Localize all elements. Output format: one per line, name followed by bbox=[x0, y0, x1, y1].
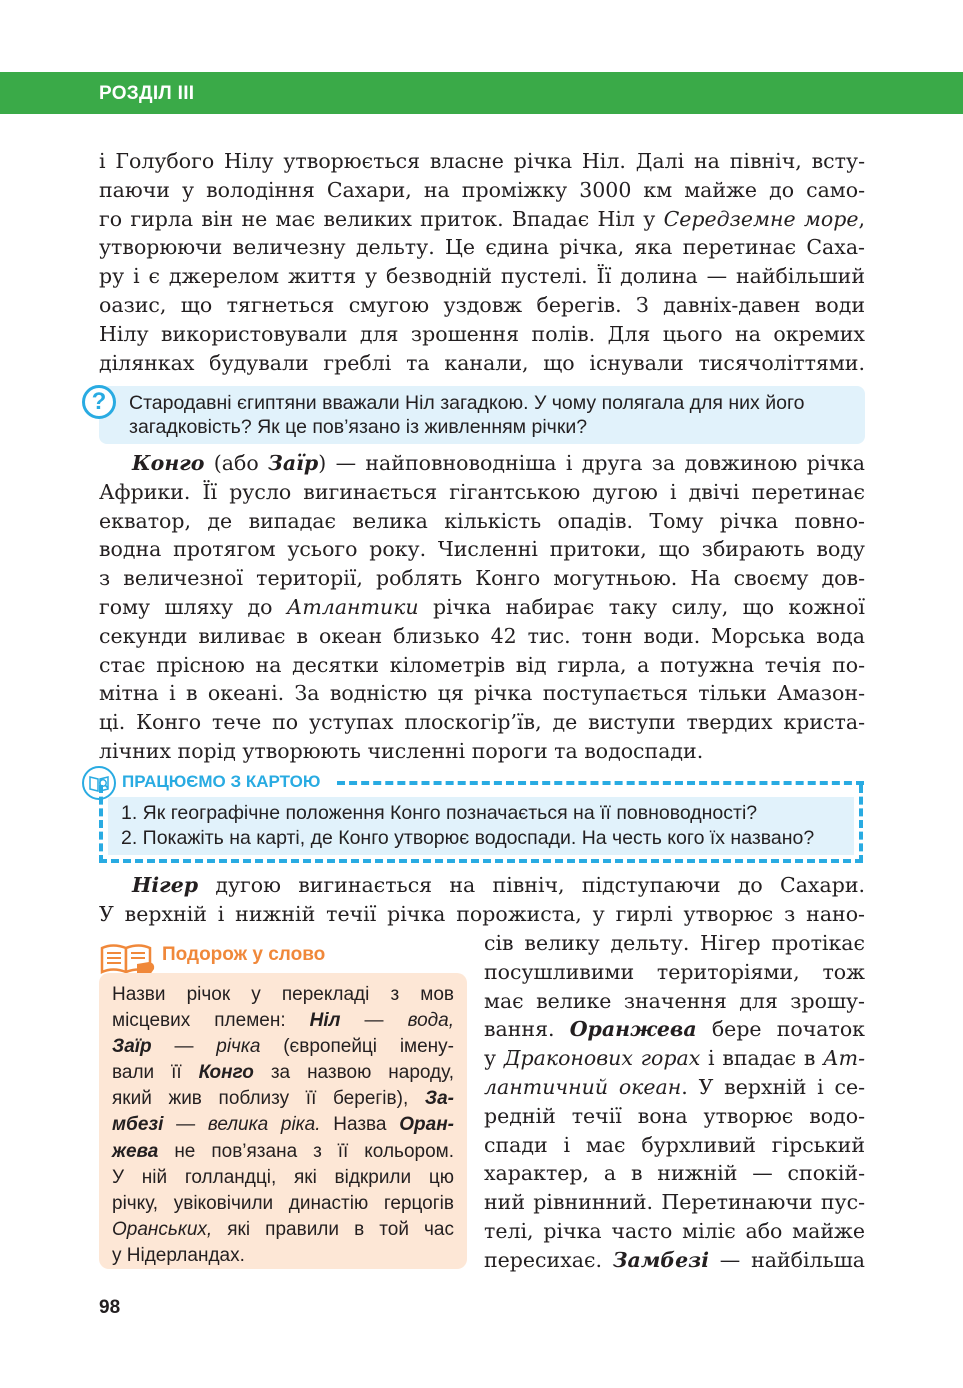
text-span: бере початок bbox=[696, 1017, 865, 1042]
text-line bbox=[112, 1034, 454, 1060]
right-column-text bbox=[484, 929, 865, 1275]
translation-water: вода, bbox=[407, 1010, 454, 1032]
chapter-header-bar bbox=[0, 72, 963, 114]
text-line: лічних порід утворюють численні пороги та водоспади. bbox=[99, 738, 704, 763]
text-span: — найповноводніша і друга за довжиною річка bbox=[326, 451, 865, 475]
text-line: ний рівнинний. Перетинаючи пус- bbox=[484, 1190, 865, 1215]
text-line: з величезної території, роблять Конго могутньою. На своєму дов- bbox=[99, 566, 865, 591]
text-span: місцевих племен: bbox=[112, 1010, 310, 1032]
text-line: секунди виливає в океан близько 42 тис. тонн води. Морська вода bbox=[99, 623, 865, 648]
text-line: мітна і в океані. За водністю ця річка поступається тільки Амазон- bbox=[99, 681, 865, 706]
text-line bbox=[484, 1246, 865, 1275]
text-line: сів велику дельту. Нігер протікає bbox=[484, 931, 865, 955]
term-mediterranean: Середземне море bbox=[663, 206, 859, 231]
text-line: Африки. Її русло вигинається гігантською дугою і двічі перетинає bbox=[99, 479, 865, 504]
text-span: (європейці імену- bbox=[260, 1036, 454, 1058]
translation-great-river: велика ріка. bbox=[207, 1114, 321, 1136]
text-line bbox=[99, 205, 865, 234]
text-line: Нілу використовували для зрошення полів. Для цього на окремих bbox=[99, 321, 865, 346]
text-line: водна протягом усього року. Численні притоки, що збирають воду bbox=[99, 537, 865, 562]
text-line: Назви річок у перекладі з мов bbox=[112, 984, 454, 1005]
text-line bbox=[112, 1139, 454, 1165]
text-line: утворюючи величезну дельту. Це єдина річка, яка перетинає Саха- bbox=[99, 235, 865, 260]
text-line bbox=[112, 1060, 454, 1086]
text-span: гому шляху до bbox=[99, 594, 287, 619]
text-span: Назва bbox=[320, 1114, 400, 1136]
text-span: не пов’язана з її кольором. bbox=[158, 1140, 454, 1162]
term-atlantic-ocean-part: лантичний океан bbox=[484, 1074, 682, 1099]
term-zaire: Заїр bbox=[268, 451, 319, 475]
text-line bbox=[99, 449, 865, 478]
word-box-title: Подорож у слово bbox=[162, 944, 326, 965]
text-line bbox=[484, 1015, 865, 1044]
text-line bbox=[484, 1044, 865, 1073]
nile-paragraph bbox=[99, 147, 865, 377]
text-line: і Голубого Нілу утворюється власне річка Ніл. Далі на північ, всту- bbox=[99, 149, 865, 173]
text-line bbox=[112, 1112, 454, 1138]
text-line: ділянках будували греблі та канали, що існували тисячоліттями. bbox=[99, 350, 865, 375]
text-line: стає прісною на десятки кілометрів від гирла, а потужна течія по- bbox=[99, 652, 865, 677]
text-span: — bbox=[163, 1114, 208, 1136]
term-orange: Оран- bbox=[399, 1114, 455, 1136]
text-line: посушливими територіями, тож bbox=[484, 959, 865, 984]
map-section-title: ПРАЦЮЄМО З КАРТОЮ bbox=[122, 772, 321, 791]
term-zambezi: мбезі bbox=[112, 1114, 164, 1136]
text-line: паючи у володіння Сахари, на проміжку 3000 км майже до само- bbox=[99, 177, 865, 202]
text-span: який жив поблизу її берегів), bbox=[112, 1088, 425, 1110]
text-span: пересихає. bbox=[484, 1247, 613, 1272]
text-span: у bbox=[484, 1046, 504, 1071]
text-span: го гирла він не має великих приток. Впадає Ніл у bbox=[99, 206, 664, 231]
text-line: У верхній і нижній течії річка порожиста, у гирлі утворює з нано- bbox=[99, 901, 865, 926]
text-line: редній течії вона утворює водо- bbox=[484, 1103, 865, 1128]
text-span: , bbox=[858, 206, 865, 231]
term-congo: Конго bbox=[132, 451, 205, 475]
text-span: вання. bbox=[484, 1017, 570, 1042]
chapter-title: РОЗДІЛ III bbox=[99, 83, 195, 104]
term-atlantic-ocean-part: Ат- bbox=[823, 1046, 866, 1071]
term-zaire: Заїр bbox=[112, 1036, 152, 1058]
text-span: дугою вигинається на північ, підступаючи до Сахари. bbox=[198, 873, 865, 897]
congo-paragraph bbox=[99, 449, 865, 766]
text-span: які правили в той час bbox=[212, 1218, 454, 1240]
word-box-text bbox=[112, 982, 454, 1269]
question-text-line: загадковість? Як це пов’язано із живленням річки? bbox=[129, 416, 588, 438]
term-orange: Оранжева bbox=[569, 1017, 697, 1042]
question-mark-icon: ? bbox=[82, 385, 116, 419]
question-text-line: Стародавні єгиптяни вважали Ніл загадкою. У чому полягала для них його bbox=[129, 392, 805, 414]
text-line: ру і є джерелом життя у безводній пустелі. Її долина — найбільший bbox=[99, 264, 865, 289]
text-span: річка набирає таку силу, що кожної bbox=[418, 594, 865, 619]
term-drakensberg: Драконових горах bbox=[503, 1046, 701, 1071]
text-span: і впадає в bbox=[700, 1046, 824, 1071]
text-span: вали її bbox=[112, 1062, 199, 1084]
text-line: річку, увіковічили династію герцогів bbox=[112, 1192, 454, 1214]
text-line bbox=[484, 1073, 865, 1102]
term-nile: Ніл bbox=[309, 1010, 341, 1032]
text-line: характер, а в нижній — спокій- bbox=[484, 1161, 865, 1186]
text-span: (або bbox=[204, 451, 269, 475]
term-orange: жева bbox=[112, 1140, 159, 1162]
text-span: за назвою народу, bbox=[253, 1062, 455, 1084]
text-line bbox=[112, 1008, 454, 1034]
niger-paragraph bbox=[99, 871, 865, 929]
text-line: оазис, що тягнеться смугою уздовж берегів. З давніх-давен води bbox=[99, 292, 865, 317]
text-line bbox=[112, 1086, 454, 1112]
term-niger: Нігер bbox=[132, 873, 199, 897]
term-atlantic: Атлантики bbox=[286, 594, 419, 619]
text-line: телі, річка часто міліє або майже bbox=[484, 1218, 865, 1243]
text-line bbox=[99, 871, 865, 900]
text-line: екватор, де випадає велика кількість опадів. Тому річка повно- bbox=[99, 508, 865, 533]
text-line: у Нідерландах. bbox=[112, 1244, 245, 1266]
translation-river: річка bbox=[216, 1036, 261, 1058]
text-span: — bbox=[151, 1036, 217, 1058]
page-number: 98 bbox=[99, 1297, 121, 1318]
map-task-item: 2. Покажіть на карті, де Конго утворює водоспади. На честь кого їх названо? bbox=[121, 827, 815, 849]
text-line: У ній голландці, які відкрили цю bbox=[112, 1166, 454, 1188]
term-orange-dynasty: Оранських, bbox=[112, 1218, 213, 1240]
text-line bbox=[112, 1217, 454, 1243]
text-span: . У верхній і се- bbox=[681, 1074, 866, 1099]
text-line: спади і має бурхливий гірський bbox=[484, 1132, 865, 1157]
map-task-item: 1. Як географічне положення Конго позначається на її повноводності? bbox=[121, 802, 758, 824]
term-zambezi: За- bbox=[424, 1088, 454, 1110]
text-line: ці. Конго тече по уступах плоскогір’їв, де виступи твердих криста- bbox=[99, 710, 865, 735]
term-zambezi: Замбезі bbox=[612, 1247, 710, 1272]
text-line: має велике значення для зрошу- bbox=[484, 988, 865, 1013]
text-span: — найбільша bbox=[709, 1247, 865, 1272]
text-line bbox=[99, 593, 865, 622]
term-congo: Конго bbox=[198, 1062, 254, 1084]
text-span: ) bbox=[318, 451, 327, 475]
text-span: — bbox=[340, 1010, 408, 1032]
